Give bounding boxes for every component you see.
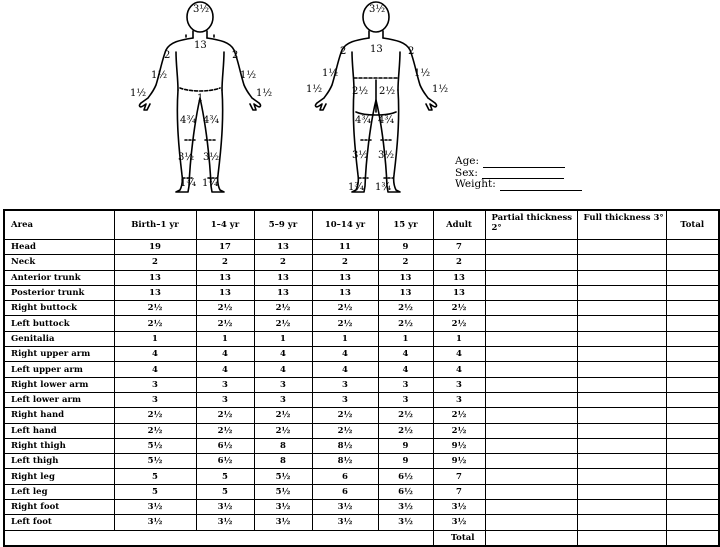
percent-cell: 2: [114, 255, 196, 270]
full-entry-cell[interactable]: [577, 240, 666, 255]
percent-cell: 2½: [254, 408, 312, 423]
table-row: [4, 362, 719, 377]
full-entry-cell[interactable]: [577, 438, 666, 453]
partial-entry-cell[interactable]: [485, 285, 577, 300]
percent-cell: 5½: [254, 469, 312, 484]
percent-cell: 8½: [312, 454, 378, 469]
percent-cell: 2½: [378, 301, 433, 316]
percent-cell: 4: [254, 347, 312, 362]
percent-cell: 13: [312, 270, 378, 285]
percent-cell: 1: [254, 331, 312, 346]
full-entry-cell[interactable]: [577, 316, 666, 331]
percent-cell: 3: [433, 392, 485, 407]
percent-cell: 6½: [378, 484, 433, 499]
front-thigh-right-label: 4¾: [180, 115, 197, 126]
back-trunk-label: 13: [370, 44, 383, 55]
percent-cell: 19: [114, 240, 196, 255]
percent-cell: 2½: [378, 408, 433, 423]
percent-cell: 13: [254, 240, 312, 255]
back-lower-arm-left-label: 1½: [414, 68, 431, 79]
percent-cell: 2½: [433, 408, 485, 423]
partial-entry-cell[interactable]: [485, 469, 577, 484]
total-row-spacer: [4, 530, 433, 546]
percent-cell: 4: [312, 347, 378, 362]
percent-cell: 6: [312, 484, 378, 499]
percent-cell: 2½: [312, 423, 378, 438]
percent-cell: 5½: [114, 454, 196, 469]
table-row: [4, 301, 719, 316]
percent-cell: 8½: [312, 438, 378, 453]
partial-entry-cell[interactable]: [485, 270, 577, 285]
percent-cell: 4: [114, 347, 196, 362]
percent-cell: 3: [196, 377, 254, 392]
partial-entry-cell[interactable]: [485, 438, 577, 453]
partial-entry-cell[interactable]: [485, 347, 577, 362]
table-row: [4, 392, 719, 407]
total-total-cell[interactable]: [666, 530, 719, 546]
full-entry-cell[interactable]: [577, 500, 666, 515]
front-hand-left-label: 1½: [256, 88, 273, 99]
col-full: Full thickness 3°: [577, 210, 666, 240]
percent-cell: 3: [254, 392, 312, 407]
percent-cell: 2½: [312, 316, 378, 331]
front-lower-arm-left-label: 1½: [240, 70, 257, 81]
area-name: Posterior trunk: [4, 285, 114, 300]
total-entry-cell[interactable]: [666, 347, 719, 362]
front-genitalia-label: 1: [197, 93, 204, 104]
percent-cell: 5: [196, 469, 254, 484]
total-entry-cell[interactable]: [666, 423, 719, 438]
body-diagram: [0, 0, 720, 205]
col-adult: Adult: [433, 210, 485, 240]
back-buttock-left-label: 2½: [379, 86, 396, 97]
col-partial: Partial thickness 2°: [485, 210, 577, 240]
partial-entry-cell[interactable]: [485, 316, 577, 331]
percent-cell: 2½: [114, 301, 196, 316]
front-thigh-left-label: 4¾: [203, 115, 220, 126]
front-trunk-label: 13: [194, 40, 207, 51]
area-name: Left leg: [4, 484, 114, 499]
total-row: [4, 530, 719, 546]
table-row: [4, 255, 719, 270]
area-name: Left thigh: [4, 454, 114, 469]
patient-info: [455, 156, 582, 191]
percent-cell: 7: [433, 469, 485, 484]
total-entry-cell[interactable]: [666, 408, 719, 423]
total-entry-cell[interactable]: [666, 316, 719, 331]
area-name: Genitalia: [4, 331, 114, 346]
sex-label: Sex:: [455, 166, 478, 179]
percent-cell: 13: [196, 270, 254, 285]
back-buttock-right-label: 2½: [352, 86, 369, 97]
partial-entry-cell[interactable]: [485, 362, 577, 377]
total-partial-cell[interactable]: [485, 530, 577, 546]
area-name: Anterior trunk: [4, 270, 114, 285]
back-thigh-left-label: 4¾: [378, 115, 395, 126]
total-full-cell[interactable]: [577, 530, 666, 546]
col-1-4: 1–4 yr: [196, 210, 254, 240]
table-row: [4, 438, 719, 453]
table-row: [4, 285, 719, 300]
percent-cell: 13: [312, 285, 378, 300]
percent-cell: 3½: [433, 500, 485, 515]
percent-cell: 13: [114, 270, 196, 285]
back-head-label: 3½: [369, 4, 386, 15]
back-hand-right-label: 1½: [306, 84, 323, 95]
percent-cell: 9: [378, 240, 433, 255]
percent-cell: 5: [196, 484, 254, 499]
front-upper-arm-right-label: 2: [164, 50, 171, 61]
total-entry-cell[interactable]: [666, 392, 719, 407]
percent-cell: 5½: [254, 484, 312, 499]
area-name: Right lower arm: [4, 377, 114, 392]
percent-cell: 3: [114, 377, 196, 392]
area-name: Left lower arm: [4, 392, 114, 407]
percent-cell: 2½: [114, 408, 196, 423]
back-leg-right-label: 3½: [352, 150, 369, 161]
area-name: Left buttock: [4, 316, 114, 331]
percent-cell: 3: [114, 392, 196, 407]
back-leg-left-label: 3½: [378, 150, 395, 161]
partial-entry-cell[interactable]: [485, 392, 577, 407]
area-name: Right upper arm: [4, 347, 114, 362]
percent-cell: 2½: [433, 301, 485, 316]
full-entry-cell[interactable]: [577, 515, 666, 530]
percent-cell: 6½: [378, 469, 433, 484]
partial-entry-cell[interactable]: [485, 484, 577, 499]
percent-cell: 13: [433, 285, 485, 300]
percent-cell: 3: [433, 377, 485, 392]
percent-cell: 13: [433, 270, 485, 285]
table-row: [4, 347, 719, 362]
percent-cell: 5: [114, 469, 196, 484]
partial-entry-cell[interactable]: [485, 515, 577, 530]
percent-cell: 3½: [254, 515, 312, 530]
total-entry-cell[interactable]: [666, 500, 719, 515]
front-hand-right-label: 1½: [130, 88, 147, 99]
percent-cell: 3: [254, 377, 312, 392]
percent-cell: 17: [196, 240, 254, 255]
percent-cell: 2½: [254, 301, 312, 316]
percent-cell: 13: [114, 285, 196, 300]
percent-cell: 4: [433, 362, 485, 377]
back-hand-left-label: 1½: [432, 84, 449, 95]
table-row: [4, 500, 719, 515]
full-entry-cell[interactable]: [577, 454, 666, 469]
percent-cell: 1: [114, 331, 196, 346]
percent-cell: 2½: [378, 316, 433, 331]
percent-cell: 2½: [312, 301, 378, 316]
total-entry-cell[interactable]: [666, 515, 719, 530]
area-name: Left foot: [4, 515, 114, 530]
percent-cell: 13: [378, 270, 433, 285]
full-entry-cell[interactable]: [577, 484, 666, 499]
col-15: 15 yr: [378, 210, 433, 240]
full-entry-cell[interactable]: [577, 469, 666, 484]
percent-cell: 4: [378, 347, 433, 362]
partial-entry-cell[interactable]: [485, 423, 577, 438]
percent-cell: 9½: [433, 454, 485, 469]
area-name: Right buttock: [4, 301, 114, 316]
back-foot-right-label: 1¾: [348, 182, 365, 193]
partial-entry-cell[interactable]: [485, 301, 577, 316]
percent-cell: 4: [254, 362, 312, 377]
percent-cell: 1: [312, 331, 378, 346]
percent-cell: 3: [312, 377, 378, 392]
full-entry-cell[interactable]: [577, 347, 666, 362]
back-upper-arm-right-label: 2: [340, 46, 347, 57]
total-entry-cell[interactable]: [666, 469, 719, 484]
area-name: Neck: [4, 255, 114, 270]
table-row: [4, 316, 719, 331]
percent-cell: 2: [312, 255, 378, 270]
percent-cell: 2½: [312, 408, 378, 423]
age-field[interactable]: [483, 159, 565, 168]
percent-cell: 3½: [114, 515, 196, 530]
table-row: [4, 240, 719, 255]
total-label: Total: [433, 530, 485, 546]
percent-cell: 2: [254, 255, 312, 270]
percent-cell: 3: [196, 392, 254, 407]
percent-cell: 2: [378, 255, 433, 270]
table-row: [4, 469, 719, 484]
front-foot-right-label: 1¾: [180, 178, 197, 189]
area-name: Right thigh: [4, 438, 114, 453]
percent-cell: 6½: [196, 454, 254, 469]
back-foot-left-label: 1¾: [375, 182, 392, 193]
front-leg-left-label: 3½: [203, 152, 220, 163]
percent-cell: 2: [196, 255, 254, 270]
partial-entry-cell[interactable]: [485, 454, 577, 469]
col-birth: Birth–1 yr: [114, 210, 196, 240]
front-upper-arm-left-label: 2: [232, 50, 239, 61]
total-entry-cell[interactable]: [666, 377, 719, 392]
percent-cell: 4: [196, 347, 254, 362]
partial-entry-cell[interactable]: [485, 255, 577, 270]
front-foot-left-label: 1¾: [202, 178, 219, 189]
table-row: [4, 515, 719, 530]
percent-cell: 9: [378, 438, 433, 453]
area-name: Right leg: [4, 469, 114, 484]
percent-cell: 8: [254, 438, 312, 453]
percent-cell: 2: [433, 255, 485, 270]
percent-cell: 13: [378, 285, 433, 300]
total-entry-cell[interactable]: [666, 255, 719, 270]
full-entry-cell[interactable]: [577, 423, 666, 438]
percent-cell: 1: [433, 331, 485, 346]
percent-cell: 3: [378, 377, 433, 392]
full-entry-cell[interactable]: [577, 362, 666, 377]
percent-cell: 2½: [196, 408, 254, 423]
percent-cell: 3½: [433, 515, 485, 530]
table-row: [4, 423, 719, 438]
full-entry-cell[interactable]: [577, 255, 666, 270]
col-area: Area: [4, 210, 114, 240]
percent-cell: 2½: [433, 423, 485, 438]
area-name: Right foot: [4, 500, 114, 515]
full-entry-cell[interactable]: [577, 331, 666, 346]
percent-cell: 1: [378, 331, 433, 346]
percent-cell: 9: [378, 454, 433, 469]
full-entry-cell[interactable]: [577, 377, 666, 392]
col-10-14: 10–14 yr: [312, 210, 378, 240]
percent-cell: 3½: [196, 515, 254, 530]
percent-cell: 5: [114, 484, 196, 499]
percent-cell: 4: [196, 362, 254, 377]
back-figure: [316, 2, 437, 192]
burn-chart-table: [3, 209, 720, 547]
percent-cell: 3: [312, 392, 378, 407]
percent-cell: 3½: [378, 500, 433, 515]
percent-cell: 2½: [254, 423, 312, 438]
total-entry-cell[interactable]: [666, 270, 719, 285]
table-row: [4, 377, 719, 392]
full-entry-cell[interactable]: [577, 270, 666, 285]
percent-cell: 3½: [254, 500, 312, 515]
percent-cell: 6½: [196, 438, 254, 453]
area-name: Left upper arm: [4, 362, 114, 377]
total-entry-cell[interactable]: [666, 484, 719, 499]
table-row: [4, 408, 719, 423]
partial-entry-cell[interactable]: [485, 331, 577, 346]
area-name: Head: [4, 240, 114, 255]
full-entry-cell[interactable]: [577, 285, 666, 300]
percent-cell: 2½: [196, 301, 254, 316]
table-row: [4, 484, 719, 499]
partial-entry-cell[interactable]: [485, 240, 577, 255]
full-entry-cell[interactable]: [577, 301, 666, 316]
front-leg-right-label: 3½: [178, 152, 195, 163]
percent-cell: 6: [312, 469, 378, 484]
age-label: Age:: [455, 155, 480, 167]
percent-cell: 2½: [196, 316, 254, 331]
partial-entry-cell[interactable]: [485, 408, 577, 423]
full-entry-cell[interactable]: [577, 392, 666, 407]
percent-cell: 3: [378, 392, 433, 407]
col-5-9: 5–9 yr: [254, 210, 312, 240]
percent-cell: 13: [254, 270, 312, 285]
percent-cell: 2½: [114, 316, 196, 331]
percent-cell: 4: [378, 362, 433, 377]
total-entry-cell[interactable]: [666, 438, 719, 453]
percent-cell: 4: [312, 362, 378, 377]
percent-cell: 4: [114, 362, 196, 377]
total-entry-cell[interactable]: [666, 240, 719, 255]
total-entry-cell[interactable]: [666, 331, 719, 346]
percent-cell: 2½: [196, 423, 254, 438]
total-entry-cell[interactable]: [666, 454, 719, 469]
percent-cell: 2½: [254, 316, 312, 331]
front-head-label: 3½: [193, 4, 210, 15]
partial-entry-cell[interactable]: [485, 377, 577, 392]
percent-cell: 3½: [312, 515, 378, 530]
table-row: [4, 454, 719, 469]
full-entry-cell[interactable]: [577, 408, 666, 423]
percent-cell: 3½: [114, 500, 196, 515]
percent-cell: 7: [433, 240, 485, 255]
area-name: Left hand: [4, 423, 114, 438]
percent-cell: 11: [312, 240, 378, 255]
percent-cell: 1: [196, 331, 254, 346]
percent-cell: 3½: [312, 500, 378, 515]
percent-cell: 4: [433, 347, 485, 362]
table-row: [4, 270, 719, 285]
back-lower-arm-right-label: 1½: [322, 68, 339, 79]
percent-cell: 13: [196, 285, 254, 300]
area-name: Right hand: [4, 408, 114, 423]
percent-cell: 2½: [433, 316, 485, 331]
percent-cell: 7: [433, 484, 485, 499]
percent-cell: 8: [254, 454, 312, 469]
percent-cell: 5½: [114, 438, 196, 453]
col-total: Total: [666, 210, 719, 240]
total-entry-cell[interactable]: [666, 362, 719, 377]
percent-cell: 2½: [378, 423, 433, 438]
front-lower-arm-right-label: 1½: [151, 70, 168, 81]
percent-cell: 2½: [114, 423, 196, 438]
weight-field[interactable]: [500, 182, 582, 191]
partial-entry-cell[interactable]: [485, 500, 577, 515]
table-header-row: [4, 210, 719, 240]
table-row: [4, 331, 719, 346]
percent-cell: 3½: [196, 500, 254, 515]
percent-cell: 9½: [433, 438, 485, 453]
percent-cell: 3½: [378, 515, 433, 530]
total-entry-cell[interactable]: [666, 285, 719, 300]
total-entry-cell[interactable]: [666, 301, 719, 316]
weight-label: Weight:: [455, 178, 496, 190]
back-thigh-right-label: 4¾: [355, 115, 372, 126]
percent-cell: 13: [254, 285, 312, 300]
back-upper-arm-left-label: 2: [408, 46, 415, 57]
